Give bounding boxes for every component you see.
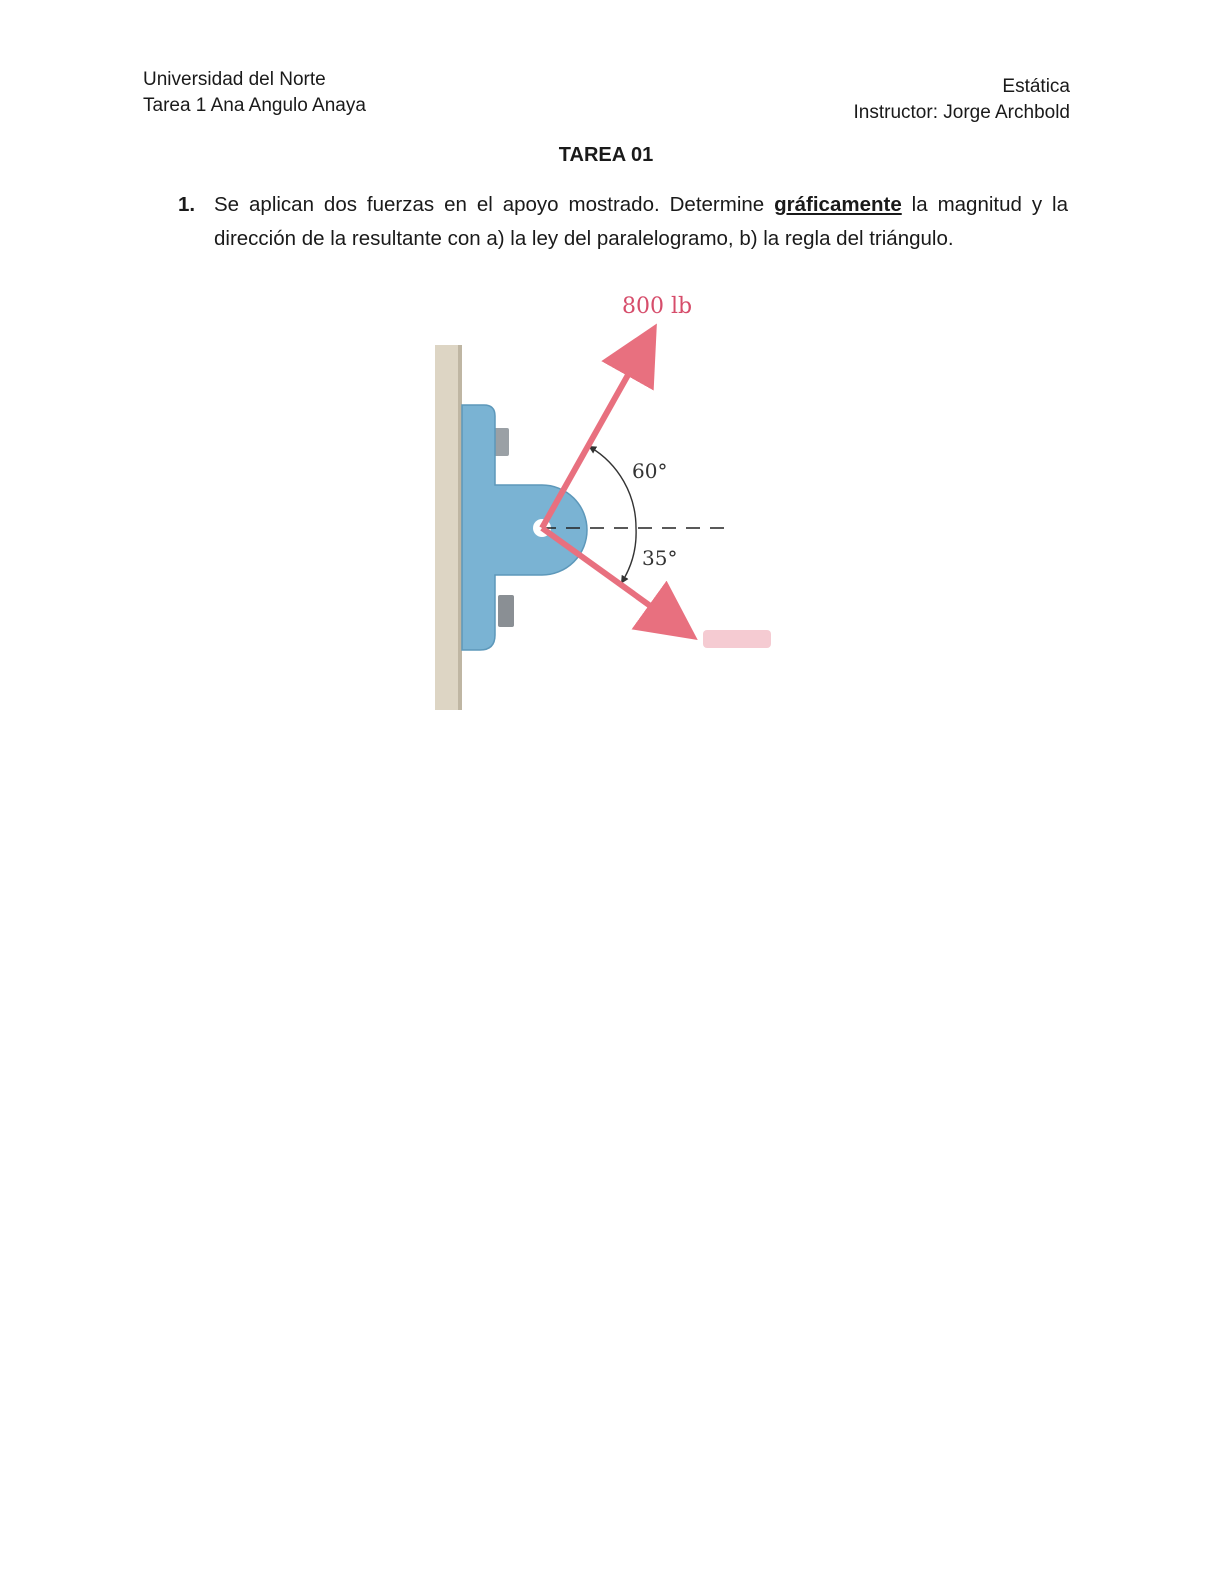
force-lower-label-blur	[703, 630, 771, 648]
force-lower-arrow	[542, 528, 688, 633]
assignment-author: Tarea 1 Ana Angulo Anaya	[143, 95, 366, 116]
question-emphasis: gráficamente	[774, 193, 902, 216]
angle-arc-60	[590, 447, 636, 528]
question-1	[178, 188, 1068, 256]
university-name: Universidad del Norte	[143, 69, 326, 90]
wall	[435, 345, 461, 710]
question-text-after: la magnitud y la dirección de la resultante con a) la ley del paralelogramo, b) la regla del triángulo.	[214, 193, 1068, 250]
question-text-before: Se aplican dos fuerzas en el apoyo mostrado. Determine	[214, 193, 775, 216]
course-name: Estática	[1002, 76, 1070, 97]
force-800lb-label: 800 lb	[622, 294, 693, 319]
angle-35-label: 35°	[642, 546, 678, 570]
header-right	[854, 74, 1071, 126]
instructor-name: Instructor: Jorge Archbold	[853, 102, 1070, 123]
force-800lb-arrow	[542, 334, 651, 528]
angle-arc-35	[622, 528, 636, 582]
angle-60-label: 60°	[632, 459, 668, 483]
page-title: TAREA 01	[558, 144, 654, 166]
question-number: 1.	[178, 193, 196, 216]
support-figure	[400, 280, 800, 720]
support-diagram	[400, 280, 800, 720]
header-left	[143, 67, 366, 119]
question-text	[214, 188, 1068, 256]
lower-bolt-icon	[498, 595, 514, 627]
